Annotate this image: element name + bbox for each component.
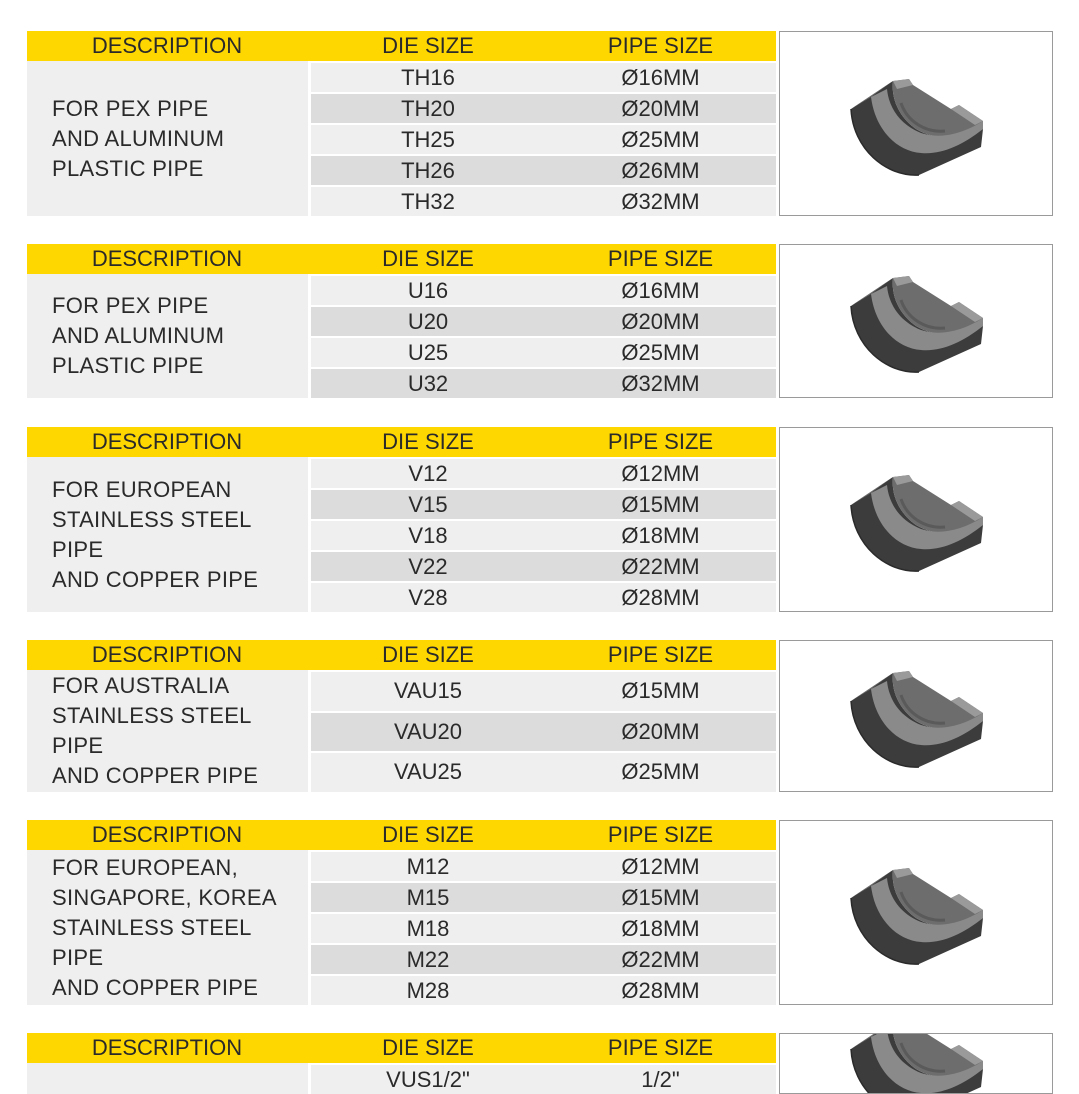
pipe-size-cell: Ø32MM xyxy=(621,188,700,214)
die-image-frame xyxy=(779,1033,1053,1094)
pipe-size-cell: Ø22MM xyxy=(621,553,700,579)
size-rows xyxy=(311,457,776,612)
header-description: DESCRIPTION xyxy=(91,33,243,58)
pipe-size-cell: Ø16MM xyxy=(621,277,700,303)
table-header xyxy=(27,427,776,457)
table-row xyxy=(311,550,776,581)
press-die-jaw-icon xyxy=(841,266,991,376)
description-line: AND ALUMINUM xyxy=(52,125,225,151)
description-line: AND ALUMINUM xyxy=(52,323,225,348)
table-row xyxy=(311,912,776,943)
die-image-frame xyxy=(779,244,1053,398)
pipe-size-cell: Ø25MM xyxy=(621,759,700,785)
die-image-frame xyxy=(779,31,1053,216)
header-description: DESCRIPTION xyxy=(91,429,243,454)
table-row xyxy=(311,974,776,1005)
table-header xyxy=(27,820,776,850)
description-line: STAINLESS STEEL PIPE xyxy=(52,506,251,562)
header-die-size: DIE SIZE xyxy=(382,642,474,667)
die-table-block xyxy=(27,1033,1054,1094)
die-size-cell: TH32 xyxy=(401,188,455,214)
header-description: DESCRIPTION xyxy=(91,822,243,847)
table-row xyxy=(311,185,776,216)
header-description: DESCRIPTION xyxy=(91,246,243,271)
header-description: DESCRIPTION xyxy=(91,1035,243,1060)
header-pipe-size: PIPE SIZE xyxy=(607,642,714,667)
die-size-cell: TH26 xyxy=(401,157,455,183)
die-image-frame xyxy=(779,820,1053,1005)
press-die-jaw-icon xyxy=(841,858,991,968)
description-cell xyxy=(27,457,308,612)
pipe-size-cell: Ø25MM xyxy=(621,339,700,365)
die-size-cell: TH20 xyxy=(401,95,455,121)
description-cell xyxy=(27,850,308,1005)
die-table-block xyxy=(27,427,1054,612)
die-size-cell: V15 xyxy=(408,491,448,517)
pipe-size-cell: Ø16MM xyxy=(621,64,700,90)
die-size-cell: V28 xyxy=(408,584,448,610)
press-die-jaw-icon xyxy=(841,1033,991,1094)
description-line: STAINLESS STEEL PIPE xyxy=(52,914,251,970)
die-size-cell: U25 xyxy=(407,339,449,365)
pipe-size-cell: Ø28MM xyxy=(621,977,700,1003)
size-rows xyxy=(311,850,776,1005)
table-row xyxy=(311,581,776,612)
pipe-size-cell: Ø18MM xyxy=(621,915,700,941)
header-pipe-size: PIPE SIZE xyxy=(607,1035,714,1060)
pipe-size-cell: Ø25MM xyxy=(621,126,700,152)
description-line: FOR PEX PIPE xyxy=(52,95,209,121)
description-line: AND COPPER PIPE xyxy=(52,974,259,1000)
description-line: AND COPPER PIPE xyxy=(52,762,259,788)
table-row xyxy=(311,61,776,92)
pipe-size-cell: Ø32MM xyxy=(621,370,700,396)
die-size-cell: U16 xyxy=(407,277,449,303)
die-size-cell: TH25 xyxy=(401,126,455,152)
header-die-size: DIE SIZE xyxy=(382,33,474,58)
die-size-cell: U32 xyxy=(407,370,449,396)
description-line: SINGAPORE, KOREA xyxy=(52,884,277,910)
die-size-cell: VAU20 xyxy=(393,718,463,744)
table-row xyxy=(311,274,776,305)
pipe-size-cell: Ø20MM xyxy=(621,308,700,334)
die-size-cell: VUS1/2" xyxy=(386,1066,470,1092)
header-die-size: DIE SIZE xyxy=(382,822,474,847)
description-line: FOR EUROPEAN xyxy=(52,476,232,502)
pipe-size-cell: Ø28MM xyxy=(621,584,700,610)
table-row xyxy=(311,881,776,912)
pipe-size-cell: Ø20MM xyxy=(621,95,700,121)
pipe-size-cell: Ø18MM xyxy=(621,522,700,548)
description-cell xyxy=(27,274,308,398)
die-image-frame xyxy=(779,427,1053,612)
description-cell xyxy=(27,61,308,216)
press-die-jaw-icon xyxy=(841,465,991,575)
die-size-cell: V22 xyxy=(408,553,448,579)
table-row xyxy=(311,123,776,154)
die-size-cell: VAU15 xyxy=(393,678,463,704)
die-size-cell: M18 xyxy=(406,915,450,941)
description-line: FOR EUROPEAN, xyxy=(52,854,239,880)
die-size-cell: M12 xyxy=(406,853,450,879)
table-header xyxy=(27,1033,776,1063)
pipe-size-cell: Ø15MM xyxy=(621,678,700,704)
description-line: PLASTIC PIPE xyxy=(52,353,204,378)
die-size-cell: U20 xyxy=(407,308,449,334)
table-row xyxy=(311,336,776,367)
description-line: FOR AUSTRALIA xyxy=(52,672,230,698)
table-header xyxy=(27,640,776,670)
die-size-cell: M15 xyxy=(406,884,450,910)
table-row xyxy=(311,457,776,488)
table-row xyxy=(311,488,776,519)
description-line: STAINLESS STEEL PIPE xyxy=(52,702,251,758)
die-table-block xyxy=(27,244,1054,398)
size-rows xyxy=(311,61,776,216)
die-table-block xyxy=(27,31,1054,216)
press-die-jaw-icon xyxy=(841,661,991,771)
table-row xyxy=(311,367,776,398)
description-line: FOR PEX PIPE xyxy=(52,293,209,318)
header-die-size: DIE SIZE xyxy=(382,246,474,271)
pipe-size-cell: Ø12MM xyxy=(621,853,700,879)
table-header xyxy=(27,31,776,61)
press-die-jaw-icon xyxy=(841,69,991,179)
pipe-size-cell: Ø20MM xyxy=(621,718,700,744)
table-row xyxy=(311,519,776,550)
die-image-frame xyxy=(779,640,1053,792)
pipe-size-cell: 1/2" xyxy=(641,1066,680,1092)
pipe-size-cell: Ø26MM xyxy=(621,157,700,183)
die-table-block xyxy=(27,640,1054,792)
header-description: DESCRIPTION xyxy=(91,642,243,667)
table-row xyxy=(311,751,776,792)
table-row xyxy=(311,850,776,881)
header-pipe-size: PIPE SIZE xyxy=(607,33,714,58)
die-size-cell: M28 xyxy=(406,977,450,1003)
header-pipe-size: PIPE SIZE xyxy=(607,246,714,271)
table-header xyxy=(27,244,776,274)
header-die-size: DIE SIZE xyxy=(382,1035,474,1060)
description-line: PLASTIC PIPE xyxy=(52,155,204,181)
description-line: AND COPPER PIPE xyxy=(52,566,259,592)
size-rows xyxy=(311,274,776,398)
header-pipe-size: PIPE SIZE xyxy=(607,429,714,454)
header-die-size: DIE SIZE xyxy=(382,429,474,454)
table-row xyxy=(311,943,776,974)
description-cell xyxy=(27,670,308,792)
pipe-size-cell: Ø15MM xyxy=(621,491,700,517)
table-row xyxy=(311,154,776,185)
die-size-cell: TH16 xyxy=(401,64,455,90)
pipe-size-cell: Ø22MM xyxy=(621,946,700,972)
table-row xyxy=(311,711,776,752)
header-pipe-size: PIPE SIZE xyxy=(607,822,714,847)
die-table-block xyxy=(27,820,1054,1005)
table-row xyxy=(311,670,776,711)
die-size-cell: V18 xyxy=(408,522,448,548)
pipe-size-cell: Ø12MM xyxy=(621,460,700,486)
die-size-cell: VAU25 xyxy=(393,759,463,785)
pipe-size-cell: Ø15MM xyxy=(621,884,700,910)
size-rows xyxy=(311,670,776,792)
table-row xyxy=(311,92,776,123)
die-size-cell: M22 xyxy=(406,946,450,972)
table-row xyxy=(311,305,776,336)
die-size-cell: V12 xyxy=(408,460,448,486)
